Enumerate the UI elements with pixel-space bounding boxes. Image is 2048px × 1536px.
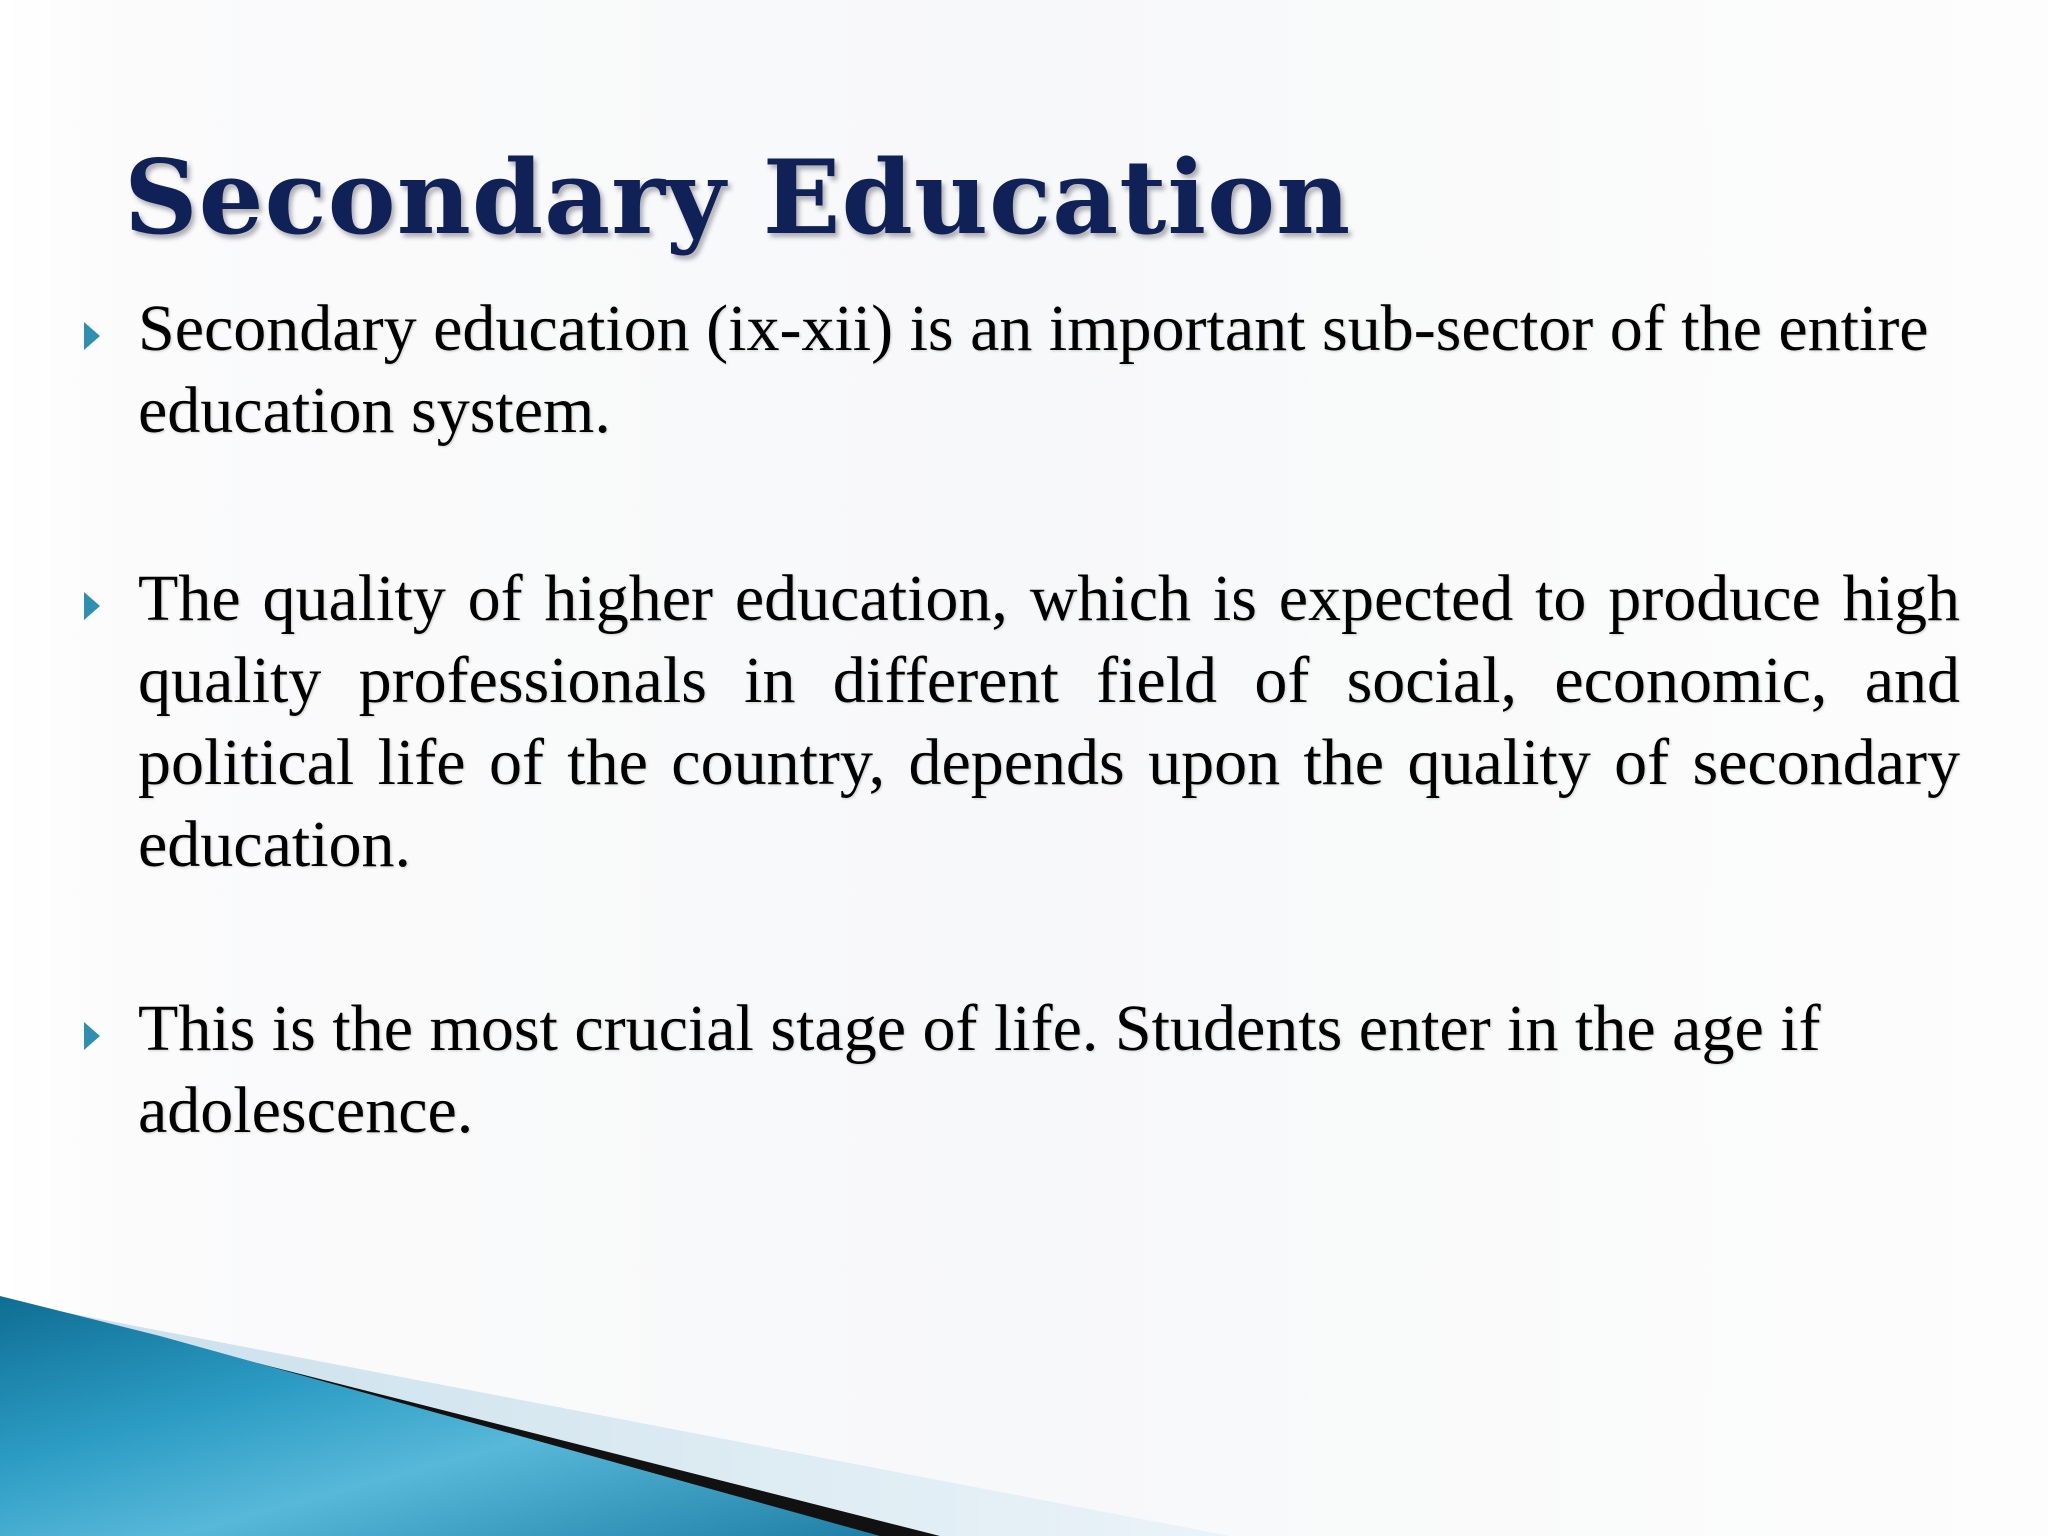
decorative-swoosh <box>0 1280 2048 1536</box>
bullet-item: The quality of higher education, which is expected to produce high quality professionals in different field of social, economic, and political life of the country, depends upon the quality of secondary education. <box>138 562 1960 881</box>
bullet-item: Secondary education (ix-xii) is an important sub-sector of the entire education system. <box>138 292 1929 447</box>
triangle-right-icon <box>84 322 100 350</box>
slide-title: Secondary Education <box>124 138 1352 258</box>
triangle-right-icon <box>84 592 100 620</box>
triangle-right-icon <box>84 1022 100 1050</box>
teal-band <box>0 1296 880 1536</box>
bullet-item: This is the most crucial stage of life. Students enter in the age if adolescence. <box>138 992 1821 1147</box>
